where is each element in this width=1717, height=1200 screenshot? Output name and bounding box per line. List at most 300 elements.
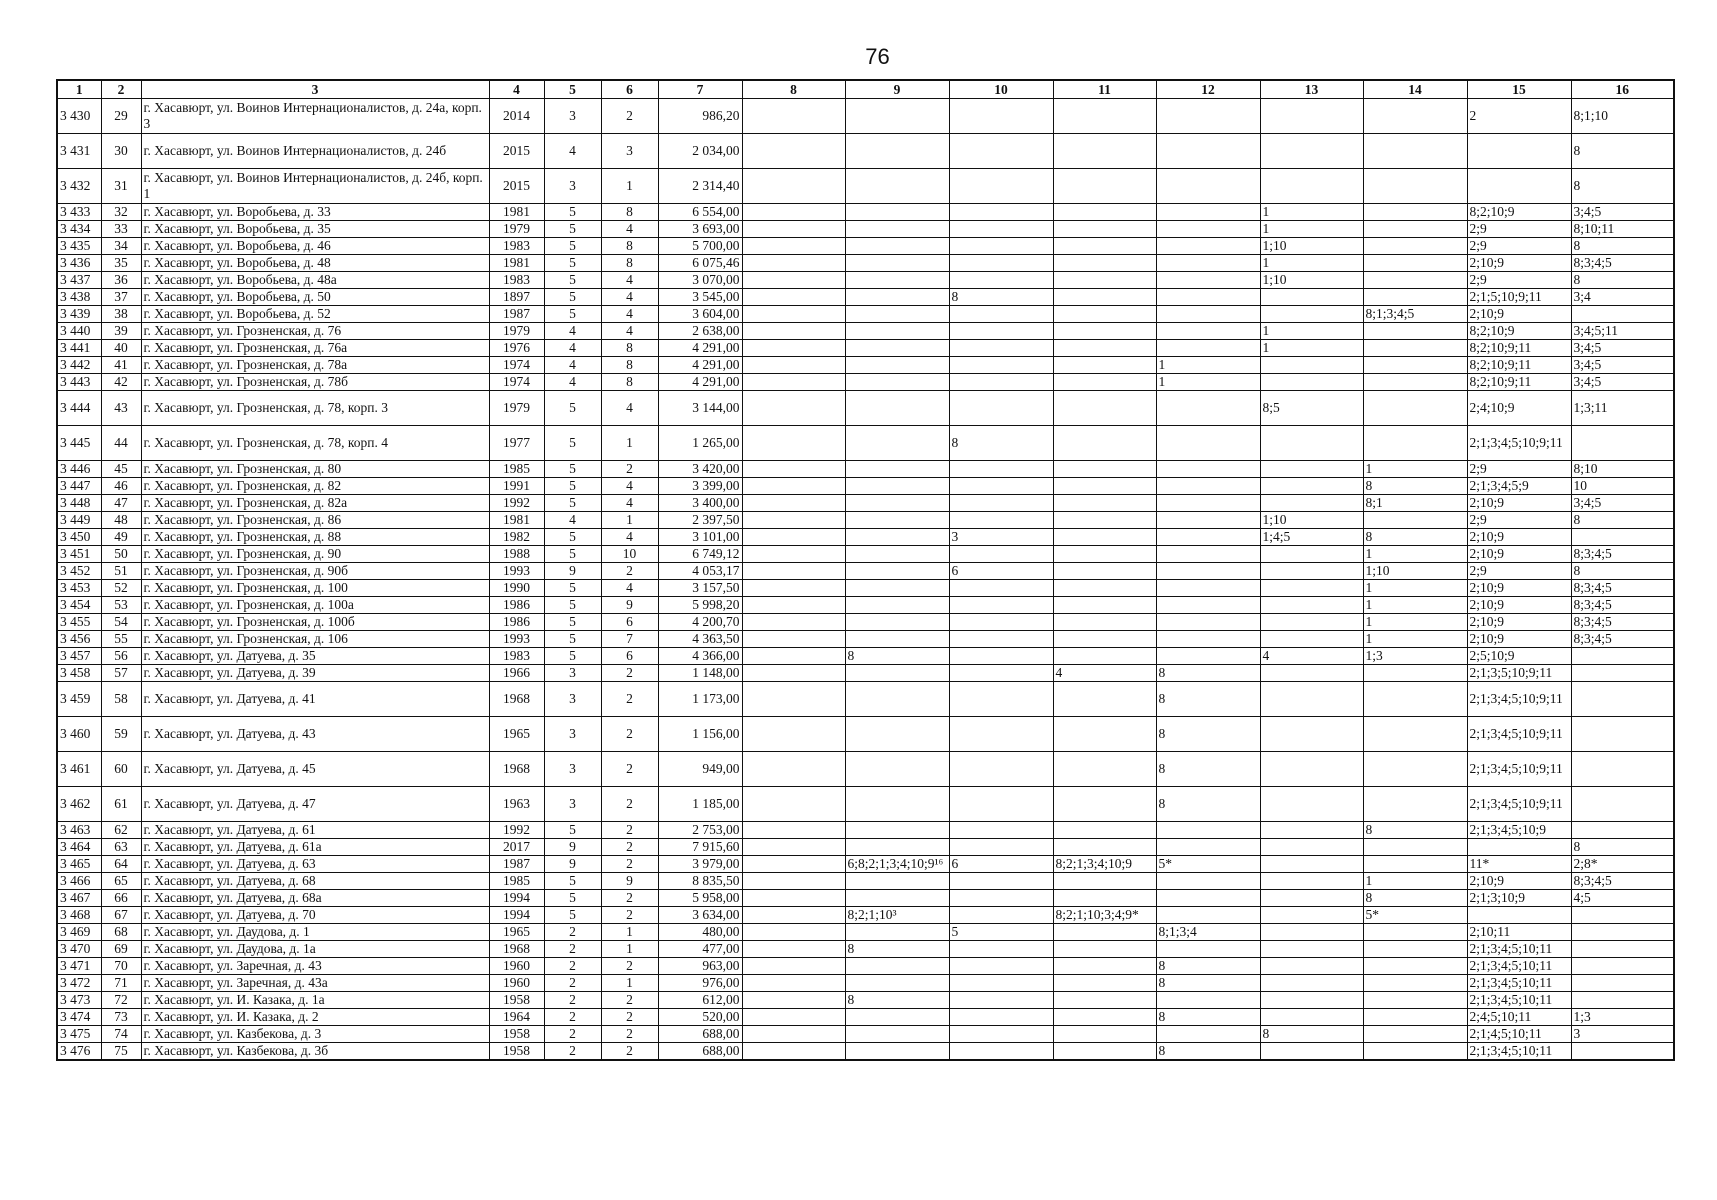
- table-cell: [1156, 614, 1260, 631]
- table-cell: [1260, 752, 1363, 787]
- header-row: [57, 80, 1674, 99]
- table-cell: 8;5: [1260, 391, 1363, 426]
- table-cell: 3 451: [57, 546, 101, 563]
- table-cell: [1260, 839, 1363, 856]
- table-cell: 2;1;3;4;5;10;9;11: [1467, 426, 1571, 461]
- table-cell: г. Хасавюрт, ул. Грозненская, д. 82: [141, 478, 489, 495]
- table-cell: 3 444: [57, 391, 101, 426]
- table-cell: [1053, 272, 1156, 289]
- table-cell: г. Хасавюрт, ул. Казбекова, д. 3: [141, 1026, 489, 1043]
- table-cell: [845, 563, 949, 580]
- table-cell: 8: [1571, 169, 1674, 204]
- table-row: [57, 529, 1674, 546]
- column-header: 6: [601, 80, 658, 99]
- table-cell: 1: [601, 975, 658, 992]
- table-cell: [1156, 306, 1260, 323]
- table-cell: [1363, 323, 1467, 340]
- table-cell: 5: [544, 272, 601, 289]
- table-cell: [742, 856, 845, 873]
- table-cell: 949,00: [658, 752, 742, 787]
- table-cell: 66: [101, 890, 141, 907]
- table-cell: 1;3;11: [1571, 391, 1674, 426]
- table-cell: 8;2;10;9;11: [1467, 340, 1571, 357]
- table-cell: г. Хасавюрт, ул. Грозненская, д. 78б: [141, 374, 489, 391]
- table-cell: [1363, 204, 1467, 221]
- table-cell: 1974: [489, 374, 544, 391]
- table-cell: 1 173,00: [658, 682, 742, 717]
- table-cell: [845, 975, 949, 992]
- table-cell: 3 450: [57, 529, 101, 546]
- table-cell: 8;1;3;4: [1156, 924, 1260, 941]
- table-cell: 3 545,00: [658, 289, 742, 306]
- table-cell: 1979: [489, 221, 544, 238]
- table-cell: г. Хасавюрт, ул. Датуева, д. 45: [141, 752, 489, 787]
- table-cell: 1981: [489, 512, 544, 529]
- table-cell: [1053, 374, 1156, 391]
- table-row: [57, 580, 1674, 597]
- table-cell: 1979: [489, 391, 544, 426]
- table-cell: 3;4;5;11: [1571, 323, 1674, 340]
- table-cell: [1363, 1026, 1467, 1043]
- table-cell: 2;9: [1467, 461, 1571, 478]
- table-cell: 986,20: [658, 99, 742, 134]
- table-cell: 3 462: [57, 787, 101, 822]
- table-cell: 5 700,00: [658, 238, 742, 255]
- table-cell: 688,00: [658, 1026, 742, 1043]
- table-cell: 2 638,00: [658, 323, 742, 340]
- table-cell: [949, 822, 1053, 839]
- table-cell: 2015: [489, 134, 544, 169]
- table-cell: [1260, 546, 1363, 563]
- column-header: 8: [742, 80, 845, 99]
- table-cell: [1260, 822, 1363, 839]
- table-cell: [1260, 856, 1363, 873]
- table-cell: [1053, 323, 1156, 340]
- table-cell: [845, 391, 949, 426]
- table-row: [57, 478, 1674, 495]
- table-cell: 4;5: [1571, 890, 1674, 907]
- table-cell: [1363, 134, 1467, 169]
- table-cell: г. Хасавюрт, ул. Грозненская, д. 90б: [141, 563, 489, 580]
- table-cell: 3 432: [57, 169, 101, 204]
- table-cell: [1467, 839, 1571, 856]
- table-body: [57, 99, 1674, 1061]
- table-cell: [742, 478, 845, 495]
- table-cell: 2;10;9: [1467, 873, 1571, 890]
- column-header: 12: [1156, 80, 1260, 99]
- table-cell: [742, 204, 845, 221]
- table-cell: 34: [101, 238, 141, 255]
- table-row: [57, 238, 1674, 255]
- table-row: [57, 512, 1674, 529]
- table-cell: [1053, 357, 1156, 374]
- table-cell: 54: [101, 614, 141, 631]
- table-row: [57, 169, 1674, 204]
- table-cell: 2;8*: [1571, 856, 1674, 873]
- table-cell: [845, 426, 949, 461]
- registry-table: [56, 79, 1675, 1061]
- table-cell: 3 459: [57, 682, 101, 717]
- table-row: [57, 975, 1674, 992]
- table-row: [57, 495, 1674, 512]
- table-cell: 30: [101, 134, 141, 169]
- table-cell: 1981: [489, 255, 544, 272]
- table-cell: [742, 512, 845, 529]
- table-cell: 3 440: [57, 323, 101, 340]
- table-cell: [1363, 958, 1467, 975]
- table-cell: 3 455: [57, 614, 101, 631]
- table-cell: 42: [101, 374, 141, 391]
- table-cell: 2017: [489, 839, 544, 856]
- table-cell: 8;3;4;5: [1571, 580, 1674, 597]
- table-cell: 2;1;3;4;5;10;11: [1467, 958, 1571, 975]
- table-cell: 1987: [489, 856, 544, 873]
- table-cell: 1958: [489, 1043, 544, 1061]
- table-cell: 3 471: [57, 958, 101, 975]
- table-cell: г. Хасавюрт, ул. Грозненская, д. 76: [141, 323, 489, 340]
- table-cell: г. Хасавюрт, ул. Датуева, д. 35: [141, 648, 489, 665]
- table-cell: 2: [601, 907, 658, 924]
- table-cell: [949, 958, 1053, 975]
- table-cell: г. Хасавюрт, ул. Грозненская, д. 88: [141, 529, 489, 546]
- table-cell: 4: [601, 478, 658, 495]
- table-cell: 3: [949, 529, 1053, 546]
- table-cell: 4: [544, 323, 601, 340]
- table-row: [57, 941, 1674, 958]
- table-cell: [845, 478, 949, 495]
- table-cell: г. Хасавюрт, ул. Датуева, д. 63: [141, 856, 489, 873]
- table-cell: 70: [101, 958, 141, 975]
- table-cell: 8: [1156, 717, 1260, 752]
- table-cell: 2 314,40: [658, 169, 742, 204]
- table-cell: [845, 580, 949, 597]
- table-cell: 3 436: [57, 255, 101, 272]
- table-cell: [949, 941, 1053, 958]
- table-cell: г. Хасавюрт, ул. Воробьева, д. 48: [141, 255, 489, 272]
- table-cell: 2: [544, 1009, 601, 1026]
- table-cell: 1: [1363, 873, 1467, 890]
- table-cell: 5: [544, 614, 601, 631]
- table-cell: 5: [544, 631, 601, 648]
- table-cell: [949, 374, 1053, 391]
- table-cell: 1: [1156, 357, 1260, 374]
- table-cell: [742, 238, 845, 255]
- table-cell: [1571, 975, 1674, 992]
- table-cell: [1260, 682, 1363, 717]
- table-cell: 1992: [489, 822, 544, 839]
- table-cell: [949, 873, 1053, 890]
- table-cell: [949, 614, 1053, 631]
- table-cell: [845, 221, 949, 238]
- table-cell: 963,00: [658, 958, 742, 975]
- table-cell: [1156, 631, 1260, 648]
- table-cell: г. Хасавюрт, ул. Датуева, д. 47: [141, 787, 489, 822]
- table-row: [57, 289, 1674, 306]
- table-cell: [1053, 580, 1156, 597]
- table-cell: [845, 323, 949, 340]
- table-cell: [845, 99, 949, 134]
- table-cell: [1260, 99, 1363, 134]
- table-cell: 41: [101, 357, 141, 374]
- table-cell: 59: [101, 717, 141, 752]
- table-cell: 4: [1260, 648, 1363, 665]
- table-cell: [742, 682, 845, 717]
- table-cell: 3 456: [57, 631, 101, 648]
- table-cell: г. Хасавюрт, ул. И. Казака, д. 1а: [141, 992, 489, 1009]
- table-cell: [949, 169, 1053, 204]
- table-cell: 3 446: [57, 461, 101, 478]
- table-cell: г. Хасавюрт, ул. Датуева, д. 41: [141, 682, 489, 717]
- table-cell: [1053, 958, 1156, 975]
- table-cell: [949, 478, 1053, 495]
- table-cell: 44: [101, 426, 141, 461]
- table-cell: [1053, 289, 1156, 306]
- table-cell: 9: [601, 597, 658, 614]
- table-cell: 3 475: [57, 1026, 101, 1043]
- table-cell: 52: [101, 580, 141, 597]
- table-cell: 8;3;4;5: [1571, 597, 1674, 614]
- table-cell: 2;4;5;10;11: [1467, 1009, 1571, 1026]
- table-cell: 1: [1363, 546, 1467, 563]
- table-cell: [949, 204, 1053, 221]
- table-cell: 4: [601, 272, 658, 289]
- table-cell: 8: [845, 941, 949, 958]
- table-cell: [1156, 238, 1260, 255]
- table-cell: 8;2;1;3;4;10;9: [1053, 856, 1156, 873]
- table-cell: [1363, 357, 1467, 374]
- table-cell: 3 469: [57, 924, 101, 941]
- table-cell: 4: [544, 134, 601, 169]
- table-cell: [1260, 873, 1363, 890]
- table-cell: 8;3;4;5: [1571, 614, 1674, 631]
- table-cell: 4 053,17: [658, 563, 742, 580]
- table-cell: 5: [544, 822, 601, 839]
- table-cell: 1: [1363, 597, 1467, 614]
- table-cell: 2: [601, 461, 658, 478]
- table-cell: 3 144,00: [658, 391, 742, 426]
- table-cell: [845, 597, 949, 614]
- table-cell: [742, 890, 845, 907]
- table-cell: [742, 272, 845, 289]
- table-cell: [949, 99, 1053, 134]
- table-cell: [1156, 289, 1260, 306]
- table-row: [57, 648, 1674, 665]
- table-cell: [949, 787, 1053, 822]
- table-cell: 1960: [489, 975, 544, 992]
- table-cell: 3 452: [57, 563, 101, 580]
- table-cell: [1156, 134, 1260, 169]
- table-cell: [949, 1009, 1053, 1026]
- table-cell: [742, 839, 845, 856]
- table-cell: 8;3;4;5: [1571, 255, 1674, 272]
- table-cell: 1983: [489, 238, 544, 255]
- table-cell: [742, 461, 845, 478]
- table-cell: г. Хасавюрт, ул. Воробьева, д. 52: [141, 306, 489, 323]
- table-cell: [1053, 426, 1156, 461]
- table-cell: [1363, 1043, 1467, 1061]
- table-cell: 1;10: [1363, 563, 1467, 580]
- table-cell: 8: [1156, 752, 1260, 787]
- table-cell: 3 464: [57, 839, 101, 856]
- table-row: [57, 873, 1674, 890]
- table-row: [57, 1009, 1674, 1026]
- table-cell: 60: [101, 752, 141, 787]
- table-cell: 1897: [489, 289, 544, 306]
- table-cell: 1: [1260, 204, 1363, 221]
- table-cell: 612,00: [658, 992, 742, 1009]
- table-cell: 5 998,20: [658, 597, 742, 614]
- table-row: [57, 907, 1674, 924]
- table-cell: 8 835,50: [658, 873, 742, 890]
- table-cell: [1260, 975, 1363, 992]
- table-cell: [1053, 597, 1156, 614]
- table-cell: [1156, 340, 1260, 357]
- table-cell: 5: [544, 648, 601, 665]
- table-cell: 2;1;3;4;5;10;9;11: [1467, 717, 1571, 752]
- table-cell: 2;10;9: [1467, 631, 1571, 648]
- table-cell: 688,00: [658, 1043, 742, 1061]
- table-cell: [742, 374, 845, 391]
- table-cell: 1963: [489, 787, 544, 822]
- table-cell: 3 454: [57, 597, 101, 614]
- table-cell: [1571, 682, 1674, 717]
- table-cell: 2015: [489, 169, 544, 204]
- table-cell: 2: [601, 992, 658, 1009]
- table-cell: 3: [601, 134, 658, 169]
- table-cell: 1994: [489, 890, 544, 907]
- table-cell: [1363, 391, 1467, 426]
- table-cell: [949, 580, 1053, 597]
- table-cell: [949, 665, 1053, 682]
- table-cell: [1363, 255, 1467, 272]
- table-cell: г. Хасавюрт, ул. Грозненская, д. 76а: [141, 340, 489, 357]
- table-cell: 8: [1571, 563, 1674, 580]
- table-cell: 5: [544, 238, 601, 255]
- table-cell: [845, 238, 949, 255]
- table-cell: 5: [544, 890, 601, 907]
- table-cell: [1053, 787, 1156, 822]
- table-cell: 1982: [489, 529, 544, 546]
- table-cell: [1156, 580, 1260, 597]
- table-cell: 6 554,00: [658, 204, 742, 221]
- page-number: 76: [865, 44, 890, 69]
- table-cell: 2: [544, 1043, 601, 1061]
- table-cell: 1 156,00: [658, 717, 742, 752]
- table-cell: 1: [601, 941, 658, 958]
- table-cell: [1053, 563, 1156, 580]
- table-cell: [1571, 958, 1674, 975]
- table-cell: [1260, 289, 1363, 306]
- table-cell: [1053, 99, 1156, 134]
- table-cell: 1: [601, 924, 658, 941]
- table-cell: 2: [601, 822, 658, 839]
- table-cell: [845, 1009, 949, 1026]
- table-cell: 5: [544, 873, 601, 890]
- table-cell: 1: [601, 426, 658, 461]
- table-cell: [949, 975, 1053, 992]
- table-cell: [1571, 306, 1674, 323]
- table-cell: [1156, 1026, 1260, 1043]
- table-cell: 9: [544, 563, 601, 580]
- table-cell: г. Хасавюрт, ул. Грозненская, д. 106: [141, 631, 489, 648]
- table-cell: 2;9: [1467, 272, 1571, 289]
- table-cell: 8: [1156, 958, 1260, 975]
- table-cell: [742, 99, 845, 134]
- table-cell: 8;1: [1363, 495, 1467, 512]
- table-cell: 2: [601, 752, 658, 787]
- table-cell: 51: [101, 563, 141, 580]
- table-row: [57, 391, 1674, 426]
- table-row: [57, 890, 1674, 907]
- table-cell: 3 434: [57, 221, 101, 238]
- table-cell: 3 453: [57, 580, 101, 597]
- table-cell: 4 291,00: [658, 374, 742, 391]
- table-cell: 2;10;11: [1467, 924, 1571, 941]
- table-cell: [845, 134, 949, 169]
- table-cell: 1983: [489, 272, 544, 289]
- table-cell: 5: [544, 495, 601, 512]
- table-cell: [1363, 682, 1467, 717]
- table-cell: 8;10: [1571, 461, 1674, 478]
- table-cell: г. Хасавюрт, ул. Воробьева, д. 48а: [141, 272, 489, 289]
- table-cell: г. Хасавюрт, ул. Воробьева, д. 50: [141, 289, 489, 306]
- table-cell: [1260, 665, 1363, 682]
- table-cell: 3: [544, 752, 601, 787]
- table-cell: 1: [1260, 221, 1363, 238]
- table-cell: 8;2;1;10;3;4;9*: [1053, 907, 1156, 924]
- table-cell: 3 157,50: [658, 580, 742, 597]
- table-cell: [1260, 169, 1363, 204]
- table-cell: [1571, 941, 1674, 958]
- table-cell: [949, 682, 1053, 717]
- table-cell: г. Хасавюрт, ул. Воробьева, д. 46: [141, 238, 489, 255]
- table-cell: 73: [101, 1009, 141, 1026]
- table-cell: 46: [101, 478, 141, 495]
- table-cell: 2;1;3;4;5;10;11: [1467, 992, 1571, 1009]
- table-row: [57, 992, 1674, 1009]
- table-cell: 1: [1260, 323, 1363, 340]
- table-cell: [742, 169, 845, 204]
- table-cell: г. Хасавюрт, ул. Грозненская, д. 80: [141, 461, 489, 478]
- table-cell: 31: [101, 169, 141, 204]
- table-cell: 5*: [1156, 856, 1260, 873]
- table-cell: 10: [1571, 478, 1674, 495]
- table-cell: 53: [101, 597, 141, 614]
- table-cell: [1363, 169, 1467, 204]
- table-cell: [949, 907, 1053, 924]
- table-cell: [845, 289, 949, 306]
- table-cell: [742, 306, 845, 323]
- table-cell: [1571, 648, 1674, 665]
- table-cell: [742, 665, 845, 682]
- table-cell: 3 399,00: [658, 478, 742, 495]
- table-cell: [1363, 752, 1467, 787]
- table-cell: [1363, 374, 1467, 391]
- table-cell: 3: [544, 665, 601, 682]
- table-cell: [1156, 204, 1260, 221]
- table-cell: 2: [544, 975, 601, 992]
- table-cell: 1977: [489, 426, 544, 461]
- table-cell: 480,00: [658, 924, 742, 941]
- table-cell: [1363, 941, 1467, 958]
- table-cell: 45: [101, 461, 141, 478]
- table-cell: [1053, 941, 1156, 958]
- table-cell: 8: [845, 648, 949, 665]
- table-cell: 2: [544, 924, 601, 941]
- table-cell: [742, 340, 845, 357]
- table-cell: 3 465: [57, 856, 101, 873]
- table-cell: 1968: [489, 752, 544, 787]
